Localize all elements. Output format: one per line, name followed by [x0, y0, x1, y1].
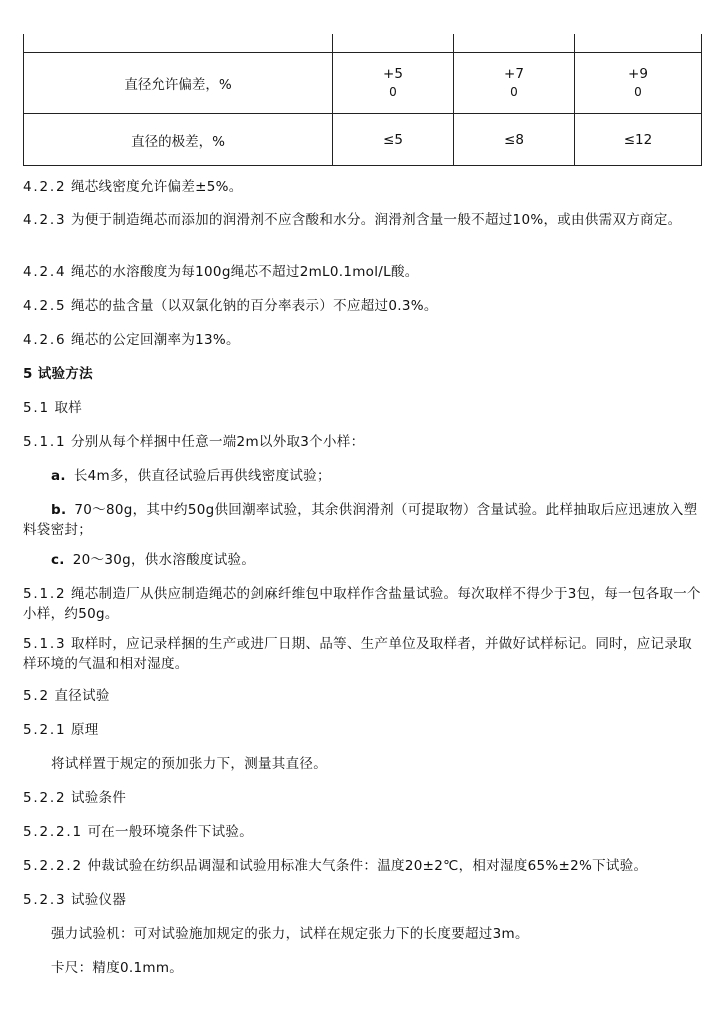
clause-4-2-2: 4.2.2 绳芯线密度允许偏差±5%。 — [23, 179, 243, 195]
section-heading-5-2: 5.2 直径试验 — [23, 688, 110, 704]
table-cell: +9 0 — [575, 53, 702, 114]
paragraph-caliper: 卡尺：精度0.1mm。 — [51, 960, 184, 976]
tolerance-table — [23, 34, 702, 166]
clause-5-2-3: 5.2.3 试验仪器 — [23, 892, 127, 908]
paragraph-tension-tester: 强力试验机：可对试验施加规定的张力，试样在规定张力下的长度要超过3m。 — [51, 926, 529, 942]
table-cell: ≤8 — [454, 114, 575, 166]
clause-5-2-1: 5.2.1 原理 — [23, 722, 99, 738]
clause-5-2-2: 5.2.2 试验条件 — [23, 790, 127, 806]
table-cell: ≤12 — [575, 114, 702, 166]
clause-5-1-1: 5.1.1 分别从每个样捆中任意一端2m以外取3个小样： — [23, 434, 365, 450]
table-cell: +7 0 — [454, 53, 575, 114]
clause-4-2-3: 4.2.3 为便于制造绳芯而添加的润滑剂不应含酸和水分。润滑剂含量一般不超过10%，或由供需双方商定。 — [23, 212, 682, 228]
paragraph-principle: 将试样置于规定的预加张力下，测量其直径。 — [51, 756, 327, 772]
clause-4-2-5: 4.2.5 绳芯的盐含量（以双氯化钠的百分率表示）不应超过0.3%。 — [23, 298, 438, 314]
table-row — [24, 53, 702, 114]
table-row — [24, 114, 702, 166]
row-label: 直径的极差，% — [24, 114, 333, 166]
clause-5-1-2: 5.1.2 绳芯制造厂从供应制造绳芯的剑麻纤维包中取样作含盐量试验。每次取样不得少于3包，每一包各取一个小样，约50g。 — [23, 586, 701, 622]
clause-5-2-2-2: 5.2.2.2 仲裁试验在纺织品调湿和试验用标准大气条件：温度20±2℃，相对湿度65%±2%下试验。 — [23, 858, 648, 874]
section-heading-5: 5 试验方法 — [23, 366, 93, 382]
clause-4-2-4: 4.2.4 绳芯的水溶酸度为每100g绳芯不超过2mL0.1mol/L酸。 — [23, 264, 419, 280]
clause-5-1-3: 5.1.3 取样时，应记录样捆的生产或进厂日期、品等、生产单位及取样者，并做好试样标记。同时，应记录取样环境的气温和相对湿度。 — [23, 636, 692, 672]
row-label: 直径允许偏差，% — [24, 53, 333, 114]
list-item-c: c. 20～30g，供水溶酸度试验。 — [51, 552, 256, 568]
table-cell: ≤5 — [333, 114, 454, 166]
table-cell: +5 0 — [333, 53, 454, 114]
list-item-b: b. 70～80g，其中约50g供回潮率试验，其余供润滑剂（可提取物）含量试验。此样抽取后应迅速放入塑料袋密封； — [23, 502, 698, 538]
section-heading-5-1: 5.1 取样 — [23, 400, 83, 416]
clause-4-2-6: 4.2.6 绳芯的公定回潮率为13%。 — [23, 332, 240, 348]
table-row-top — [24, 34, 702, 53]
clause-5-2-2-1: 5.2.2.1 可在一般环境条件下试验。 — [23, 824, 254, 840]
list-item-a: a. 长4m多，供直径试验后再供线密度试验； — [51, 468, 331, 484]
